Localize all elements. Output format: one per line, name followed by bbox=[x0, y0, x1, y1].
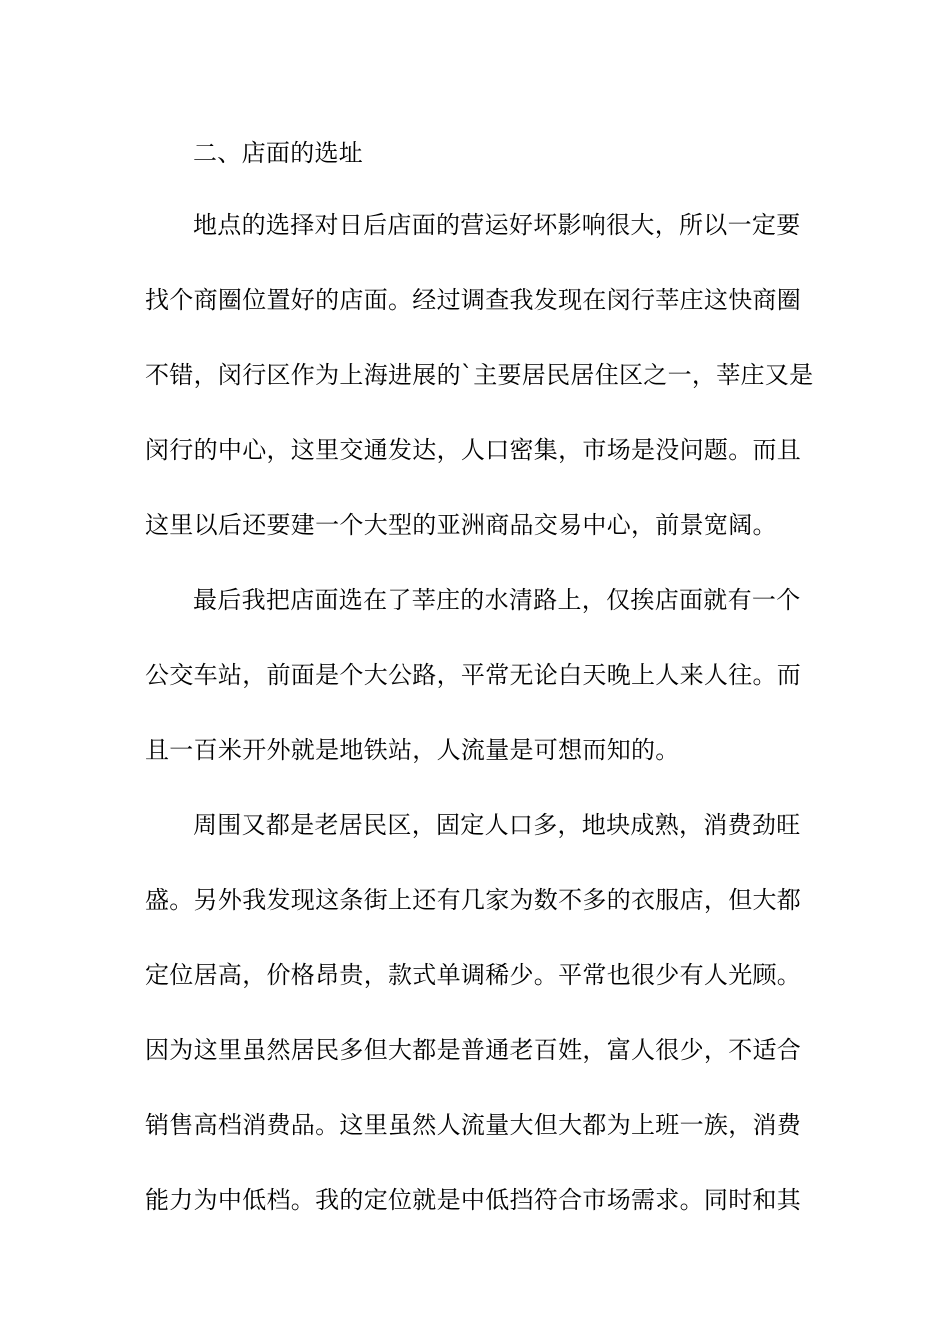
paragraph-line: 找个商圈位置好的店面。经过调查我发现在闵行莘庄这快商圈 bbox=[145, 286, 802, 314]
section-heading: 二、店面的选址 bbox=[193, 139, 364, 167]
paragraph-line: 地点的选择对日后店面的营运好坏影响很大，所以一定要 bbox=[193, 211, 801, 239]
paragraph-line: 且一百米开外就是地铁站，人流量是可想而知的。 bbox=[145, 736, 680, 764]
paragraph-line: 盛。另外我发现这条街上还有几家为数不多的衣服店，但大都 bbox=[145, 886, 802, 914]
paragraph-line: 最后我把店面选在了莘庄的水清路上，仅挨店面就有一个 bbox=[193, 586, 801, 614]
paragraph-line: 周围又都是老居民区，固定人口多，地块成熟，消费劲旺 bbox=[193, 811, 801, 839]
paragraph-line: 公交车站，前面是个大公路，平常无论白天晚上人来人往。而 bbox=[145, 661, 802, 689]
paragraph-line: 定位居高，价格昂贵，款式单调稀少。平常也很少有人光顾。 bbox=[145, 961, 802, 989]
paragraph-line: 销售高档消费品。这里虽然人流量大但大都为上班一族，消费 bbox=[145, 1111, 802, 1139]
paragraph-line: 这里以后还要建一个大型的亚洲商品交易中心，前景宽阔。 bbox=[145, 511, 777, 539]
paragraph-line: 因为这里虽然居民多但大都是普通老百姓，富人很少，不适合 bbox=[145, 1036, 802, 1064]
paragraph-line: 闵行的中心，这里交通发达，人口密集，市场是没问题。而且 bbox=[145, 436, 802, 464]
paragraph-line: 能力为中低档。我的定位就是中低挡符合市场需求。同时和其 bbox=[145, 1186, 802, 1214]
paragraph-line: 不错，闵行区作为上海进展的`主要居民居住区之一，莘庄又是 bbox=[145, 361, 814, 389]
